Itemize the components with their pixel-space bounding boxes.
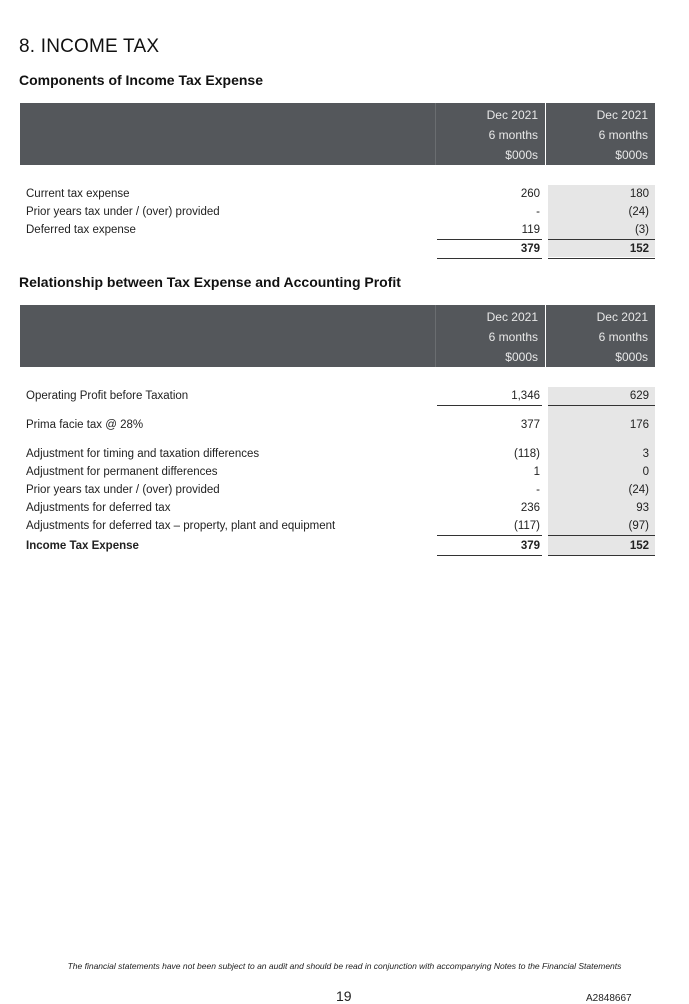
total-rule-col2 — [548, 258, 655, 259]
row-label: Adjustment for permanent differences — [26, 466, 218, 478]
relationship-col1-header — [435, 305, 545, 367]
table-row — [26, 221, 655, 239]
row-value-col1: 119 — [521, 224, 540, 236]
row-label: Prima facie tax @ 28% — [26, 419, 144, 431]
row-value-col2: 176 — [629, 419, 649, 431]
subtotal-rule-col2 — [548, 535, 655, 536]
row-value-col1: 379 — [520, 243, 540, 255]
total-rule-col2 — [548, 555, 655, 556]
relationship-section-title: Relationship between Tax Expense and Accounting Profit — [19, 274, 401, 290]
components-col1-header — [435, 103, 545, 165]
row-value-col2: 0 — [642, 466, 649, 478]
row-value-col2: 180 — [629, 188, 649, 200]
row-value-col2: (97) — [628, 520, 649, 532]
components-header-bar — [20, 103, 655, 165]
total-row — [26, 537, 655, 555]
table-row — [26, 463, 655, 481]
components-col2-header — [545, 103, 655, 165]
col2-period: Dec 2021 — [596, 108, 648, 122]
row-value-col1: 379 — [520, 540, 540, 552]
row-value-col2: 152 — [629, 243, 649, 255]
col1-duration: 6 months — [488, 128, 538, 142]
col2-duration: 6 months — [598, 128, 648, 142]
row-value-col1: - — [536, 206, 540, 218]
row-value-col2: 152 — [629, 540, 649, 552]
col1-period: Dec 2021 — [486, 310, 538, 324]
row-label: Deferred tax expense — [26, 224, 136, 236]
row-value-col1: (118) — [514, 448, 540, 460]
row-label: Adjustments for deferred tax — [26, 502, 171, 514]
row-value-col1: - — [536, 484, 540, 496]
table-row — [26, 445, 655, 463]
col2-period: Dec 2021 — [596, 310, 648, 324]
table-row — [26, 185, 655, 203]
row-label: Adjustments for deferred tax – property, plant and equipment — [26, 520, 336, 532]
document-reference: A2848667 — [586, 993, 632, 1004]
profit-rule-col1 — [437, 405, 542, 406]
col2-unit: $000s — [615, 350, 648, 364]
col1-period: Dec 2021 — [486, 108, 538, 122]
row-value-col1: (117) — [514, 520, 540, 532]
relationship-header-bar — [20, 305, 655, 367]
row-label: Prior years tax under / (over) provided — [26, 206, 220, 218]
table-row — [26, 387, 655, 405]
row-label: Current tax expense — [26, 188, 130, 200]
row-value-col2: (3) — [634, 224, 649, 236]
table-row — [26, 416, 655, 434]
row-value-col1: 377 — [520, 419, 540, 431]
col1-unit: $000s — [505, 148, 538, 162]
col1-unit: $000s — [505, 350, 538, 364]
total-row — [26, 240, 655, 258]
row-value-col2: 629 — [629, 390, 649, 402]
total-rule-col1 — [437, 555, 542, 556]
footer-note: The financial statements have not been subject to an audit and should be read in conjunction with accompanying Notes to the Financial Statements — [67, 961, 622, 971]
row-label: Prior years tax under / (over) provided — [26, 484, 220, 496]
row-value-col2: 93 — [636, 502, 649, 514]
table-row — [26, 203, 655, 221]
row-label: Adjustment for timing and taxation differences — [26, 448, 260, 460]
table-row — [26, 499, 655, 517]
page-number: 19 — [336, 988, 352, 1004]
table-row — [26, 517, 655, 535]
col1-duration: 6 months — [488, 330, 538, 344]
relationship-col2-header — [545, 305, 655, 367]
row-value-col1: 260 — [520, 188, 540, 200]
row-value-col1: 1,346 — [511, 390, 540, 402]
row-value-col2: (24) — [628, 206, 649, 218]
row-value-col2: (24) — [628, 484, 649, 496]
subtotal-rule-col1 — [437, 535, 542, 536]
row-value-col2: 3 — [642, 448, 649, 460]
total-rule-col1 — [437, 258, 542, 259]
row-value-col1: 236 — [520, 502, 540, 514]
col2-duration: 6 months — [598, 330, 648, 344]
table-row — [26, 481, 655, 499]
row-label: Operating Profit before Taxation — [26, 390, 189, 402]
row-value-col1: 1 — [533, 466, 540, 478]
profit-rule-col2 — [548, 405, 655, 406]
col2-unit: $000s — [615, 148, 648, 162]
row-label: Income Tax Expense — [26, 540, 139, 552]
page-heading: 8. INCOME TAX — [19, 36, 160, 57]
components-section-title: Components of Income Tax Expense — [19, 72, 264, 88]
